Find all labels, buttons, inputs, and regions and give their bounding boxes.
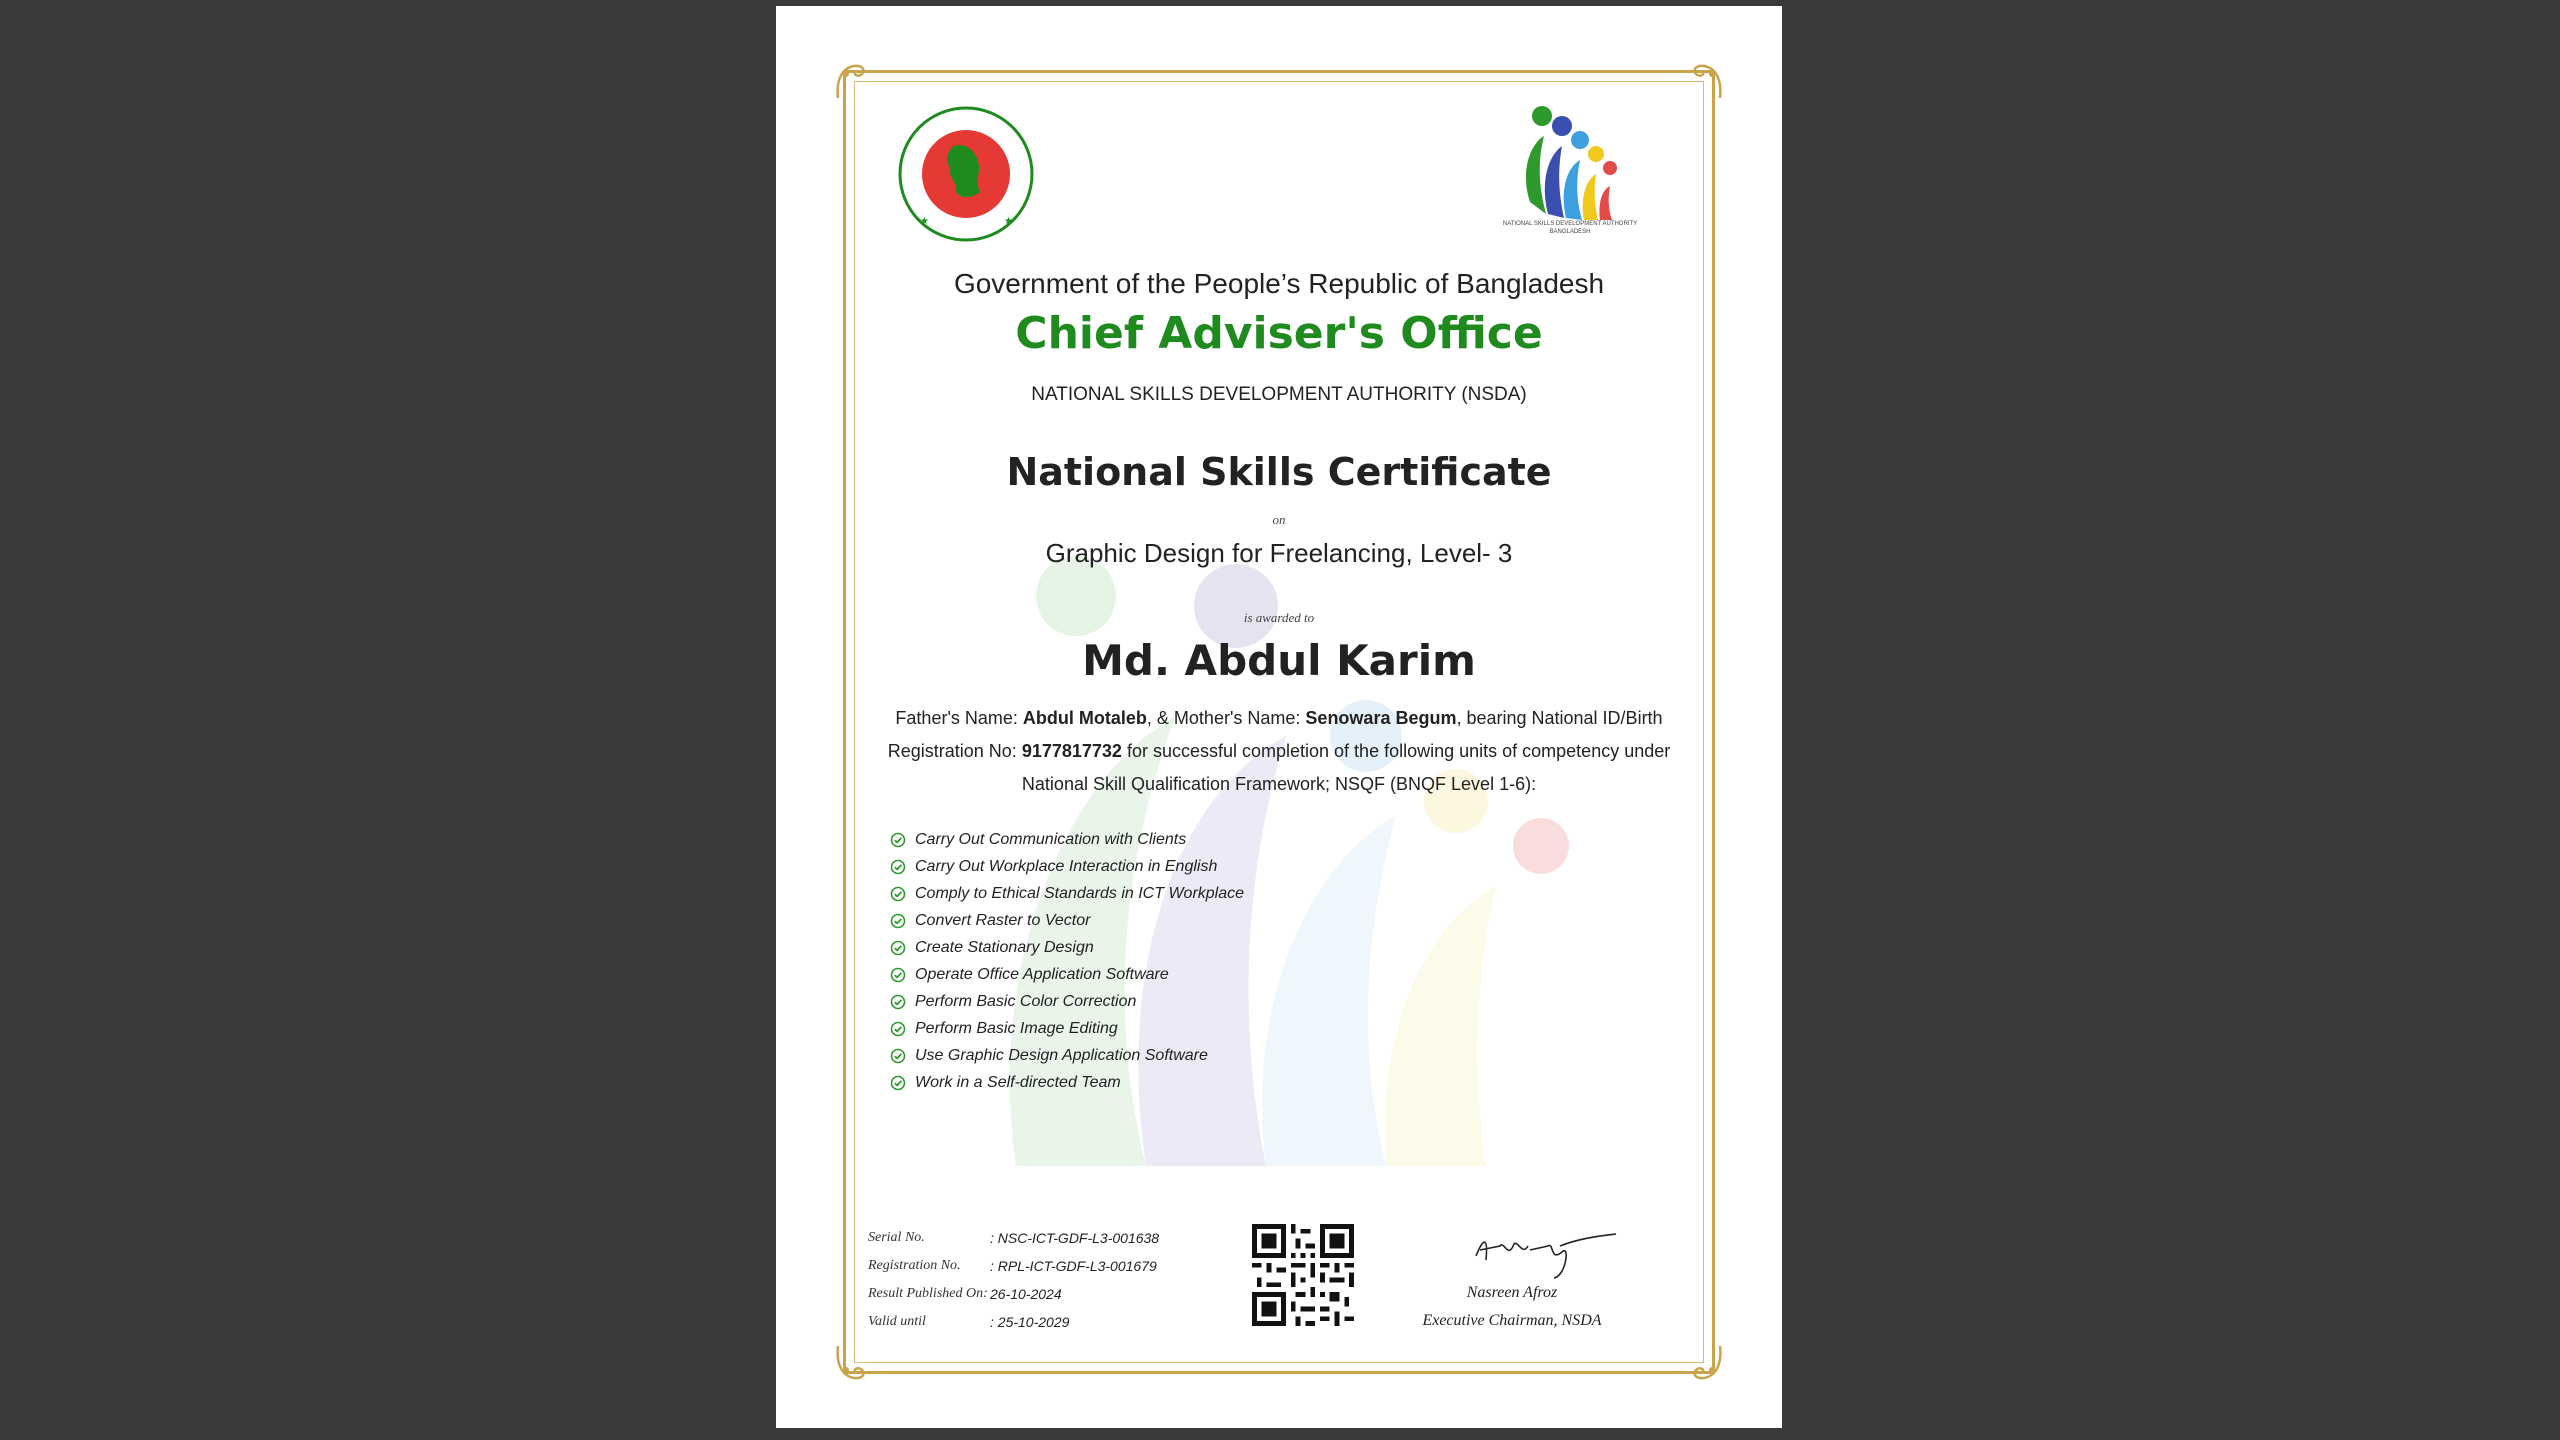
check-circle-icon — [890, 1075, 906, 1091]
unit-label: Create Stationary Design — [915, 938, 1094, 956]
father-name: Abdul Motaleb — [1022, 708, 1147, 728]
serial-value: : NSC-ICT-GDF-L3-001638 — [990, 1230, 1160, 1246]
signature — [1470, 1216, 1620, 1286]
unit-item — [890, 880, 1244, 907]
unit-label: Work in a Self-directed Team — [915, 1073, 1121, 1091]
mother-name: Senowara Begum — [1305, 708, 1457, 728]
course-name: Graphic Design for Freelancing, Level- 3 — [1045, 538, 1513, 568]
unit-label: Use Graphic Design Application Software — [915, 1046, 1208, 1064]
serial-label: Serial No. — [868, 1230, 925, 1245]
published-value: 26-10-2024 — [990, 1286, 1062, 1302]
registration-row — [868, 1252, 1159, 1280]
valid-row — [868, 1308, 1159, 1336]
check-circle-icon — [890, 967, 906, 983]
check-circle-icon — [890, 886, 906, 902]
id-label: , bearing National ID/Birth Registration No: — [887, 708, 1663, 761]
on-label: on — [1272, 512, 1286, 527]
unit-item — [890, 988, 1244, 1015]
office-title: Chief Adviser's Office — [1015, 308, 1543, 359]
recipient-name: Md. Abdul Karim — [1082, 636, 1476, 685]
unit-item — [890, 1042, 1244, 1069]
serial-row — [868, 1224, 1159, 1252]
corner-ornament-icon — [832, 60, 872, 100]
check-circle-icon — [890, 940, 906, 956]
unit-label: Comply to Ethical Standards in ICT Workplace — [915, 884, 1245, 902]
unit-label: Operate Office Application Software — [915, 965, 1169, 983]
authority-title: NATIONAL SKILLS DEVELOPMENT AUTHORITY (NSDA) — [1031, 384, 1527, 405]
signatory-name: Nasreen Afroz — [1466, 1284, 1558, 1301]
unit-item — [890, 907, 1244, 934]
published-row — [868, 1280, 1159, 1308]
qr-code[interactable] — [1252, 1224, 1354, 1326]
check-circle-icon — [890, 913, 906, 929]
valid-value: : 25-10-2029 — [990, 1314, 1070, 1330]
id-number: 9177817732 — [1021, 741, 1122, 761]
father-label: Father's Name: — [895, 708, 1018, 728]
certificate-meta — [868, 1224, 1159, 1336]
check-circle-icon — [890, 994, 906, 1010]
corner-ornament-icon — [832, 1344, 872, 1384]
units-list — [890, 826, 1244, 1096]
unit-item — [890, 961, 1244, 988]
certificate-title: National Skills Certificate — [1006, 450, 1552, 494]
bangladesh-government-emblem — [898, 106, 1034, 242]
published-label: Result Published On: — [868, 1286, 988, 1301]
check-circle-icon — [890, 1048, 906, 1064]
government-title: Government of the People’s Republic of Bangladesh — [953, 268, 1605, 299]
description-tail: for successful completion of the following units of competency under National Skill Qualification Framework; NSQF (BNQF Level 1-6): — [1021, 741, 1671, 794]
unit-label: Perform Basic Image Editing — [915, 1019, 1118, 1037]
corner-ornament-icon — [1686, 60, 1726, 100]
corner-ornament-icon — [1686, 1344, 1726, 1384]
check-circle-icon — [890, 1021, 906, 1037]
registration-label: Registration No. — [868, 1258, 961, 1273]
description-paragraph — [866, 702, 1692, 801]
unit-label: Perform Basic Color Correction — [915, 992, 1137, 1010]
unit-item — [890, 1069, 1244, 1096]
svg-text:★: ★ — [1004, 216, 1013, 227]
mother-label: , & Mother's Name: — [1146, 708, 1301, 728]
unit-item — [890, 853, 1244, 880]
certificate-page — [776, 6, 1782, 1428]
unit-label: Carry Out Communication with Clients — [915, 830, 1187, 848]
unit-label: Convert Raster to Vector — [915, 911, 1091, 929]
check-circle-icon — [890, 832, 906, 848]
registration-value: : RPL-ICT-GDF-L3-001679 — [990, 1258, 1157, 1274]
signatory-title: Executive Chairman, NSDA — [1422, 1312, 1602, 1329]
unit-item — [890, 934, 1244, 961]
svg-text:★: ★ — [920, 216, 929, 227]
unit-item — [890, 826, 1244, 853]
awarded-label: is awarded to — [1243, 610, 1315, 625]
unit-item — [890, 1015, 1244, 1042]
check-circle-icon — [890, 859, 906, 875]
valid-label: Valid until — [868, 1314, 926, 1329]
nsda-logo-caption: NATIONAL SKILLS DEVELOPMENT AUTHORITY BANGLADESH — [1502, 221, 1638, 235]
unit-label: Carry Out Workplace Interaction in English — [915, 857, 1218, 875]
